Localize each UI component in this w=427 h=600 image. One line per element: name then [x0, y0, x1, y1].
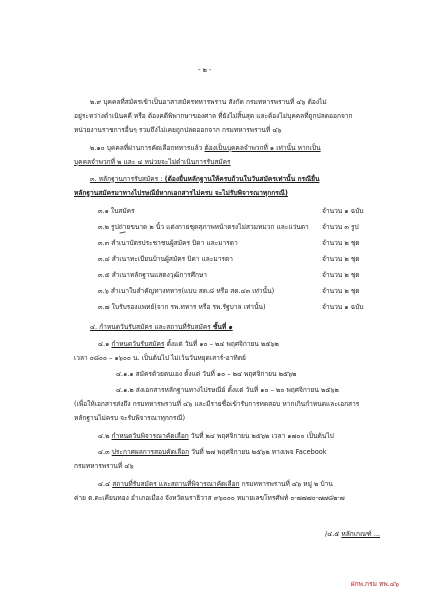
s3-item-qty: จำนวน ๓ รูป [322, 223, 359, 231]
s3-heading-note: (ต้องยื่นหลักฐานให้ครบถ้วนในวันสมัครเท่านั้น กรณียื่น [164, 175, 320, 183]
s43-line1 [98, 448, 327, 456]
s41-title: กำหนดวันรับสมัคร [111, 340, 165, 348]
s412-line2: (เพื่อให้เอกสารส่งถึง กรมทหารพรานที่ ๔๖ และมีรายชื่อเข้ารับการทดสอบ หากเกินกำหนดและเอกสาร [74, 400, 360, 408]
s3-item-label: ๓.๕ สำเนาหลักฐานแสดงวุฒิการศึกษา [98, 271, 208, 279]
page-number: - ๒ - [198, 66, 212, 74]
s44-title: สถานที่รับสมัคร และสถานที่พิจารณาคัดเลือก [112, 480, 240, 488]
s3-item-qty: จำนวน ๒ ชุด [322, 239, 360, 247]
s210-line2-emph: บุคคลจำพวกที่ ๒ และ ๔ [74, 158, 145, 166]
s42-title: กำหนดวันพิจารณาคัดเลือก [111, 432, 189, 440]
s411-line: ๔.๑.๑ สมัครด้วยตนเอง ตั้งแต่ วันที่ ๑๐ – ๒๔ พฤศจิกายน ๒๕๖๒ [116, 370, 297, 378]
s43-number: ๔.๓ [98, 448, 112, 456]
s43-title: ประกาศผลการสอบคัดเลือก [111, 448, 190, 456]
continue-title: หลักเกณฑ์ ... [341, 530, 381, 538]
s29-line3: หน่วยงานราชการอื่นๆ รวมถึงไม่เคยถูกปลดออกจาก กรมทหารพรานที่ ๔๖ [74, 126, 282, 134]
s44-place: กรมทหารพรานที่ ๔๖ หมู่ ๒ บ้าน [239, 480, 333, 488]
s41-number: ๔.๑ [98, 340, 112, 348]
s3-item-label: ๓.๓ สำเนาบัตรประชาชนผู้สมัคร บิดา และมารดา [98, 239, 238, 247]
s210-line1 [90, 144, 321, 152]
s44-line1 [98, 480, 333, 488]
s3-heading [90, 175, 320, 183]
s43-date: วันที่ ๒๗ พฤศจิกายน ๒๕๖๒ ทางเพจ Facebook [189, 448, 327, 456]
s3-item-qty: จำนวน ๒ ชุด [322, 271, 360, 279]
continue-number: /๔.๕ [325, 530, 342, 538]
s29-line1: ๒.๙ บุคคลที่สมัครเข้าเป็นอาสาสมัครทหารพราน สังกัด กรมทหารพรานที่ ๔๖ ต้องไม่ [90, 98, 327, 106]
s3-item-qty: จำนวน ๑ ฉบับ [322, 303, 364, 311]
s42-date: วันที่ ๒๔ พฤศจิกายน ๒๕๖๒ เวลา ๑๗๐๐ เป็นต้นไป [188, 432, 334, 440]
s41-line2: เวลา ๐๘๐๐ – ๑๖๐๐ น. เป็นต้นไป ไม่เว้นวันหยุดเสาร์-อาทิตย์ [74, 354, 246, 362]
s3-item-qty: จำนวน ๒ ชุด [322, 287, 360, 295]
s42-number: ๔.๒ [98, 432, 112, 440]
s412-line1: ๔.๑.๒ ส่งเอกสารหลักฐานทางไปรษณีย์ ตั้งแต่ วันที่ ๑๐ – ๒๐ พฤศจิกายน ๒๕๖๒ [116, 386, 339, 394]
s41-dates: ตั้งแต่ วันที่ ๑๐ – ๒๔ พฤศจิกายน ๒๕๖๒ [164, 340, 279, 348]
s3-heading-note-2: หลักฐานสมัครมาทางไปรษณีย์หากเอกสารไม่ครบ จะไม่รับพิจารณาทุกกรณี) [74, 189, 288, 197]
s29-line2: อยู่ระหว่างดำเนินคดี หรือ ต้องคดีพิพากษาของศาล ที่ยังไม่สิ้นสุด และต้องไม่บุคคลที่ถูกปลดออกจาก [74, 112, 353, 120]
s3-item-label: ๓.๔ สำเนาทะเบียนบ้านผู้สมัคร บิดา และมารดา [98, 255, 233, 263]
s44-number: ๔.๔ [98, 480, 113, 488]
s210-line1-text: ๒.๑๐ บุคคลที่ผ่านการคัดเลือกทหารแล้ว [90, 144, 205, 152]
s42-line [98, 432, 334, 440]
pen-mark [120, 231, 127, 237]
continue-note [325, 530, 380, 538]
s3-heading-label: ๓. หลักฐานการรับสมัคร : [90, 175, 165, 183]
s41-line1 [98, 340, 279, 348]
s210-line1-emph: ต้องเป็นบุคคลจำพวกที่ ๑ เท่านั้น หากเป็น [204, 144, 321, 152]
s3-item-label: ๓.๒ รูปถ่ายขนาด ๒ นิ้ว แต่งกายชุดสุภาพหน้าตรงไม่สวมหมวก และแว่นตา [98, 223, 309, 231]
footer-code: ฝกพ.กรม ทพ.๔๖ [350, 580, 399, 588]
s210-line2 [74, 158, 231, 166]
s3-item-label: ๓.๖ สำเนาใบสำคัญทางทหาร(แบบ สด.๘ หรือ สด.๔๓ เท่านั้น) [98, 287, 275, 295]
s4-heading-label: ๔. กำหนดวันรับสมัคร และสถานที่รับสมัคร [90, 323, 213, 331]
s3-item-qty: จำนวน ๒ ชุด [322, 255, 360, 263]
s3-item-qty: จำนวน ๑ ฉบับ [322, 207, 364, 215]
s412-line3: หลักฐานไม่ครบ จะรับพิจารณาทุกกรณี) [74, 414, 186, 422]
s210-line2-text: หน่วยจะไม่ดำเนินการรับสมัคร [144, 158, 231, 166]
s43-line2: กรมทหารพรานที่ ๔๖ [74, 462, 134, 470]
s3-item-label: ๓.๑ ใบสมัคร [98, 207, 135, 215]
s4-heading [90, 323, 233, 331]
s44-line2: ค่าย ต.ตะเคียนทอง อำเภอเมือง จังหวัดนราธิวาส ๙๖๐๐๐ หมายเลขโทรศัพท์ ๐-๗๗๗๐-๗๗๘๒-๗ [74, 494, 345, 502]
s3-item-label: ๓.๗ ใบรับรองแพทย์(จาก รพ.ทหาร หรือ รพ.รัฐบาล เท่านั้น) [98, 303, 266, 311]
s4-heading-tier: ชั้นที่ ๑ [212, 323, 233, 331]
